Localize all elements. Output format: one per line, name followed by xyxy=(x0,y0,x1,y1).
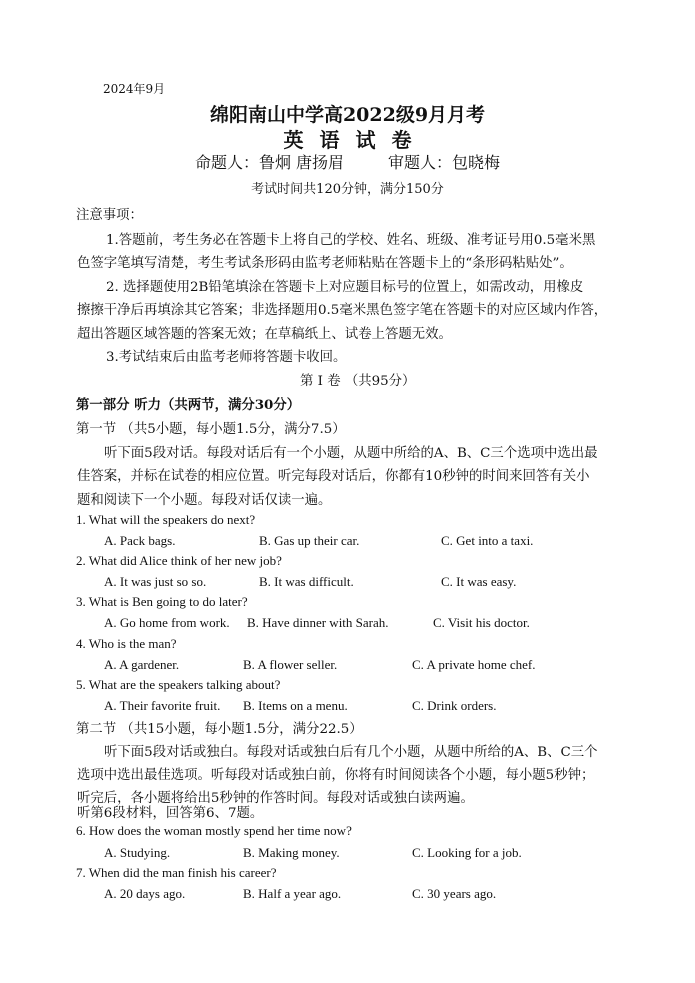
section1-instruction: 题和阅读下一个小题。每段对话仅读一遍。 xyxy=(77,493,332,508)
exam-date: 2024年9月 xyxy=(103,82,166,96)
option-a: A. 20 days ago. xyxy=(104,886,186,901)
question-stem: 6. How does the woman mostly spend her time now? xyxy=(76,823,352,838)
notice-line: 3.考试结束后由监考老师将答题卡收回。 xyxy=(106,350,347,365)
option-a: A. Their favorite fruit. xyxy=(104,698,221,713)
option-a: A. Go home from work. xyxy=(104,615,230,630)
option-c: C. Get into a taxi. xyxy=(441,533,534,548)
notice-line: 2. 选择题使用2B铅笔填涂在答题卡上对应题目标号的位置上，如需改动，用橡皮 xyxy=(106,280,584,295)
option-c: C. A private home chef. xyxy=(412,657,536,672)
option-b: B. Have dinner with Sarah. xyxy=(247,615,389,630)
option-c: C. 30 years ago. xyxy=(412,886,497,901)
option-a: A. It was just so so. xyxy=(104,574,207,589)
section1-instruction: 佳答案，并标在试卷的相应位置。听完每段对话后，你都有10秒钟的时间来回答有关小 xyxy=(77,469,590,484)
volume-heading: 第 I 卷 （共95分） xyxy=(300,374,416,389)
option-a: A. Pack bags. xyxy=(104,533,176,548)
setters: 命题人：鲁炯 唐扬眉 xyxy=(194,153,345,172)
option-c: C. It was easy. xyxy=(441,574,517,589)
question-stem: 5. What are the speakers talking about? xyxy=(76,677,281,692)
section2-instruction: 听完后，各小题将给出5秒钟的作答时间。每段对话或独白读两遍。 xyxy=(77,791,474,806)
question-stem: 1. What will the speakers do next? xyxy=(76,512,256,527)
question-stem: 2. What did Alice think of her new job? xyxy=(76,553,282,568)
question-stem: 3. What is Ben going to do later? xyxy=(76,594,248,609)
part1-heading: 第一部分 听力（共两节，满分30分） xyxy=(76,397,301,413)
option-a: A. A gardener. xyxy=(104,657,180,672)
material-note: 听第6段材料，回答第6、7题。 xyxy=(77,806,264,821)
notice-line: 擦擦干净后再填涂其它答案；非选择题用0.5毫米黑色签字笔在答题卡的对应区域内作答， xyxy=(77,303,608,318)
option-c: C. Visit his doctor. xyxy=(433,615,530,630)
option-b: B. It was difficult. xyxy=(259,574,354,589)
question-stem: 4. Who is the man? xyxy=(76,636,177,651)
notice-line: 超出答题区域答题的答案无效；在草稿纸上、试卷上答题无效。 xyxy=(77,327,452,342)
option-c: C. Looking for a job. xyxy=(412,845,522,860)
option-b: B. Half a year ago. xyxy=(243,886,342,901)
school-exam-title: 绵阳南山中学高2022级9月月考 xyxy=(209,104,486,126)
notice-line: 1.答题前，考生务必在答题卡上将自己的学校、姓名、班级、准考证号用0.5毫米黑 xyxy=(106,233,596,248)
question-stem: 7. When did the man finish his career? xyxy=(76,865,277,880)
option-c: C. Drink orders. xyxy=(412,698,497,713)
section2-instruction: 选项中选出最佳选项。听每段对话或独白前，你将有时间阅读各个小题，每小题5秒钟； xyxy=(77,768,595,783)
section1-instruction: 听下面5段对话。每段对话后有一个小题，从题中所给的A、B、C三个选项中选出最 xyxy=(104,446,598,461)
section1-heading: 第一节 （共5小题，每小题1.5分，满分7.5） xyxy=(76,422,346,437)
exam-time: 考试时间共120分钟，满分150分 xyxy=(251,182,444,197)
option-a: A. Studying. xyxy=(104,845,171,860)
option-b: B. Gas up their car. xyxy=(259,533,360,548)
subject-title: 英语试卷 xyxy=(283,128,428,152)
notice-line: 色签字笔填写清楚，考生考试条形码由监考老师粘贴在答题卡上的“条形码粘贴处”。 xyxy=(77,256,573,271)
section2-heading: 第二节 （共15小题，每小题1.5分，满分22.5） xyxy=(76,722,363,737)
option-b: B. Making money. xyxy=(243,845,340,860)
authors-line xyxy=(0,150,695,173)
option-b: B. A flower seller. xyxy=(243,657,338,672)
notice-heading: 注意事项： xyxy=(76,208,143,223)
section2-instruction: 听下面5段对话或独白。每段对话或独白后有几个小题，从题中所给的A、B、C三个 xyxy=(104,745,598,760)
reviewer: 审题人：包晓梅 xyxy=(388,153,501,172)
option-b: B. Items on a menu. xyxy=(243,698,348,713)
